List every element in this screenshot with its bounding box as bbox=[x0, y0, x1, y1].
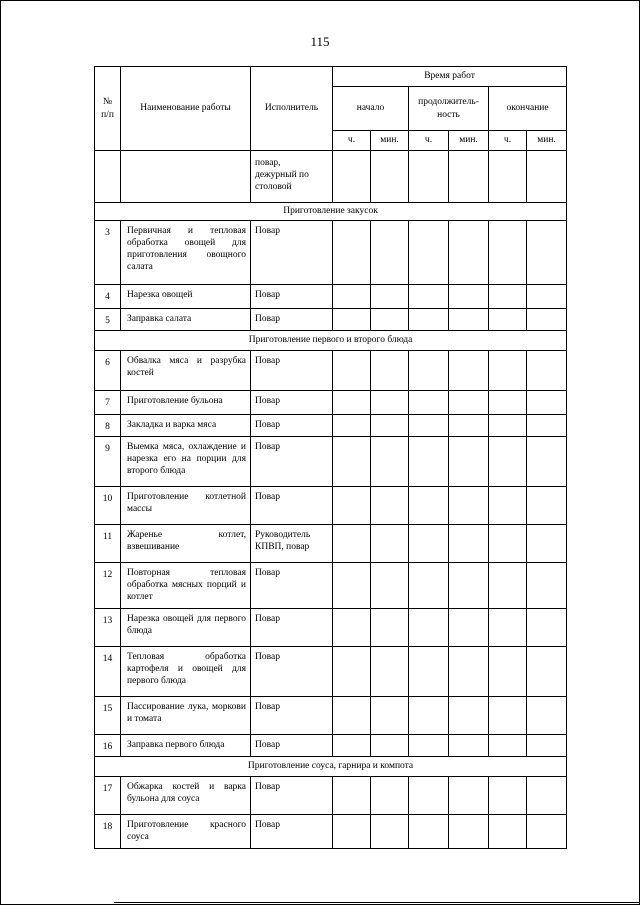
cell-duration-h bbox=[409, 285, 449, 309]
cell-start-h bbox=[333, 309, 371, 331]
cell-start-h bbox=[333, 563, 371, 609]
cell-end-min bbox=[527, 391, 567, 415]
cell-end-min bbox=[527, 309, 567, 331]
cell-end-min bbox=[527, 609, 567, 647]
cell-start-min bbox=[371, 221, 409, 285]
table-row bbox=[95, 697, 567, 735]
cell-start-h bbox=[333, 815, 371, 849]
bottom-divider bbox=[114, 902, 640, 903]
row-name: Нарезка овощей bbox=[121, 285, 251, 309]
table-row bbox=[95, 309, 567, 331]
row-executor: Повар bbox=[251, 697, 333, 735]
row-executor: Повар bbox=[251, 647, 333, 697]
cell-duration-min bbox=[449, 647, 489, 697]
row-executor: Повар bbox=[251, 815, 333, 849]
cell-end-h bbox=[489, 437, 527, 487]
row-num: 6 bbox=[95, 351, 121, 391]
cell-duration-h bbox=[409, 697, 449, 735]
cell-duration-min bbox=[449, 563, 489, 609]
page-number: 115 bbox=[310, 34, 330, 49]
row-name: Заправка первого блюда bbox=[121, 735, 251, 757]
section-row bbox=[95, 757, 567, 777]
cell-duration-h bbox=[409, 351, 449, 391]
cell-end-min bbox=[527, 563, 567, 609]
cell-end-h bbox=[489, 647, 527, 697]
row-executor: Повар bbox=[251, 309, 333, 331]
table-row bbox=[95, 735, 567, 757]
row-name: Повторная тепловая обработка мясных порций и котлет bbox=[121, 563, 251, 609]
table-row bbox=[95, 391, 567, 415]
cell-end-min bbox=[527, 351, 567, 391]
cell-end-min bbox=[527, 777, 567, 815]
row-num: 10 bbox=[95, 487, 121, 525]
header-num: № п/п bbox=[95, 67, 121, 151]
cell-start-min bbox=[371, 437, 409, 487]
header-time: Время работ bbox=[333, 67, 567, 87]
header-duration-hours: ч. bbox=[409, 131, 449, 151]
table-row bbox=[95, 815, 567, 849]
row-num: 18 bbox=[95, 815, 121, 849]
cell-duration-h bbox=[409, 525, 449, 563]
cell-start-h bbox=[333, 735, 371, 757]
row-num: 17 bbox=[95, 777, 121, 815]
header-start: начало bbox=[333, 87, 409, 131]
cell-start-h bbox=[333, 609, 371, 647]
row-executor: Повар bbox=[251, 735, 333, 757]
cell-start-min bbox=[371, 525, 409, 563]
cell-start-min bbox=[371, 609, 409, 647]
row-name: Приготовление бульона bbox=[121, 391, 251, 415]
cell-duration-min bbox=[449, 735, 489, 757]
cell-start-h bbox=[333, 221, 371, 285]
section-title: Приготовление соуса, гарнира и компота bbox=[95, 757, 567, 777]
cell-duration-min bbox=[449, 285, 489, 309]
header-end-hours: ч. bbox=[489, 131, 527, 151]
cell-end-h bbox=[489, 735, 527, 757]
header-start-minutes: мин. bbox=[371, 131, 409, 151]
cell-duration-min bbox=[449, 525, 489, 563]
cell-end-min bbox=[527, 525, 567, 563]
cell-duration-h bbox=[409, 151, 449, 203]
row-name: Обвалка мяса и разрубка костей bbox=[121, 351, 251, 391]
cell-duration-min bbox=[449, 487, 489, 525]
cell-start-min bbox=[371, 309, 409, 331]
row-executor: Повар bbox=[251, 351, 333, 391]
cell-duration-min bbox=[449, 351, 489, 391]
cell-start-min bbox=[371, 815, 409, 849]
table-row bbox=[95, 647, 567, 697]
row-executor: Повар bbox=[251, 563, 333, 609]
cell-end-h bbox=[489, 221, 527, 285]
cell-start-min bbox=[371, 351, 409, 391]
cell-end-min bbox=[527, 697, 567, 735]
cell-end-h bbox=[489, 525, 527, 563]
table-row bbox=[95, 487, 567, 525]
cell-end-h bbox=[489, 391, 527, 415]
row-num bbox=[95, 151, 121, 203]
cell-end-min bbox=[527, 647, 567, 697]
row-num: 7 bbox=[95, 391, 121, 415]
cell-start-min bbox=[371, 285, 409, 309]
row-executor: Повар bbox=[251, 391, 333, 415]
header-end-minutes: мин. bbox=[527, 131, 567, 151]
row-name: Пассирование лука, моркови и томата bbox=[121, 697, 251, 735]
cell-start-min bbox=[371, 151, 409, 203]
row-name: Приготовление красного соуса bbox=[121, 815, 251, 849]
cell-duration-h bbox=[409, 563, 449, 609]
row-executor: Повар bbox=[251, 285, 333, 309]
cell-duration-h bbox=[409, 647, 449, 697]
work-schedule-table bbox=[94, 66, 567, 849]
header-start-hours: ч. bbox=[333, 131, 371, 151]
cell-duration-min bbox=[449, 777, 489, 815]
cell-duration-min bbox=[449, 697, 489, 735]
row-num: 15 bbox=[95, 697, 121, 735]
row-name: Жаренье котлет, взвешивание bbox=[121, 525, 251, 563]
cell-start-h bbox=[333, 415, 371, 437]
cell-duration-min bbox=[449, 309, 489, 331]
table-row bbox=[95, 351, 567, 391]
cell-end-min bbox=[527, 221, 567, 285]
section-row bbox=[95, 331, 567, 351]
cell-start-min bbox=[371, 647, 409, 697]
cell-start-min bbox=[371, 487, 409, 525]
cell-end-h bbox=[489, 415, 527, 437]
cell-duration-h bbox=[409, 415, 449, 437]
row-num: 8 bbox=[95, 415, 121, 437]
cell-start-h bbox=[333, 437, 371, 487]
cell-end-min bbox=[527, 735, 567, 757]
cell-end-h bbox=[489, 285, 527, 309]
cell-start-h bbox=[333, 647, 371, 697]
row-num: 9 bbox=[95, 437, 121, 487]
cell-duration-min bbox=[449, 221, 489, 285]
row-executor: Руководитель КПВП, повар bbox=[251, 525, 333, 563]
row-name: Тепловая обработка картофеля и овощей для первого блюда bbox=[121, 647, 251, 697]
table-row bbox=[95, 777, 567, 815]
cell-end-h bbox=[489, 487, 527, 525]
cell-duration-min bbox=[449, 391, 489, 415]
row-name: Нарезка овощей для первого блюда bbox=[121, 609, 251, 647]
table-row bbox=[95, 437, 567, 487]
cell-end-min bbox=[527, 285, 567, 309]
row-name: Закладка и варка мяса bbox=[121, 415, 251, 437]
table-row bbox=[95, 415, 567, 437]
table-row bbox=[95, 285, 567, 309]
row-executor: Повар bbox=[251, 487, 333, 525]
row-executor: Повар bbox=[251, 221, 333, 285]
header-end: окончание bbox=[489, 87, 567, 131]
cell-duration-min bbox=[449, 415, 489, 437]
cell-start-h bbox=[333, 351, 371, 391]
section-title: Приготовление первого и второго блюда bbox=[95, 331, 567, 351]
cell-end-h bbox=[489, 815, 527, 849]
table-row bbox=[95, 151, 567, 203]
cell-duration-min bbox=[449, 437, 489, 487]
row-num: 4 bbox=[95, 285, 121, 309]
cell-start-min bbox=[371, 777, 409, 815]
row-name bbox=[121, 151, 251, 203]
cell-end-min bbox=[527, 437, 567, 487]
cell-duration-min bbox=[449, 815, 489, 849]
table-row bbox=[95, 525, 567, 563]
row-name: Заправка салата bbox=[121, 309, 251, 331]
row-executor: Повар bbox=[251, 609, 333, 647]
cell-duration-h bbox=[409, 309, 449, 331]
header-name: Наименование работы bbox=[121, 67, 251, 151]
cell-start-min bbox=[371, 735, 409, 757]
cell-start-h bbox=[333, 151, 371, 203]
row-num: 5 bbox=[95, 309, 121, 331]
section-row bbox=[95, 203, 567, 221]
cell-duration-h bbox=[409, 437, 449, 487]
row-executor bbox=[251, 151, 333, 203]
cell-duration-h bbox=[409, 391, 449, 415]
cell-end-h bbox=[489, 563, 527, 609]
row-num: 3 bbox=[95, 221, 121, 285]
table-row bbox=[95, 563, 567, 609]
row-num: 13 bbox=[95, 609, 121, 647]
cell-duration-min bbox=[449, 609, 489, 647]
row-executor: Повар bbox=[251, 777, 333, 815]
cell-start-h bbox=[333, 391, 371, 415]
row-executor: Повар bbox=[251, 437, 333, 487]
header-executor: Исполнитель bbox=[251, 67, 333, 151]
cell-start-min bbox=[371, 415, 409, 437]
cell-end-h bbox=[489, 309, 527, 331]
cell-end-h bbox=[489, 609, 527, 647]
cell-start-h bbox=[333, 487, 371, 525]
cell-end-h bbox=[489, 151, 527, 203]
cell-end-h bbox=[489, 351, 527, 391]
cell-start-h bbox=[333, 285, 371, 309]
cell-end-min bbox=[527, 815, 567, 849]
row-executor-text: повар, дежурный по столовой bbox=[255, 158, 309, 193]
row-name: Обжарка костей и варка бульона для соуса bbox=[121, 777, 251, 815]
table-row bbox=[95, 609, 567, 647]
row-name: Приготовление котлетной массы bbox=[121, 487, 251, 525]
header-duration: продолжитель- ность bbox=[409, 87, 489, 131]
table-row bbox=[95, 221, 567, 285]
cell-start-h bbox=[333, 525, 371, 563]
cell-duration-h bbox=[409, 777, 449, 815]
cell-duration-h bbox=[409, 487, 449, 525]
row-num: 16 bbox=[95, 735, 121, 757]
cell-duration-h bbox=[409, 815, 449, 849]
cell-end-h bbox=[489, 697, 527, 735]
cell-duration-h bbox=[409, 609, 449, 647]
header-duration-minutes: мин. bbox=[449, 131, 489, 151]
row-name: Выемка мяса, охлаждение и нарезка его на порции для второго блюда bbox=[121, 437, 251, 487]
row-num: 11 bbox=[95, 525, 121, 563]
cell-start-min bbox=[371, 391, 409, 415]
row-num: 12 bbox=[95, 563, 121, 609]
cell-end-min bbox=[527, 487, 567, 525]
cell-duration-h bbox=[409, 221, 449, 285]
cell-end-h bbox=[489, 777, 527, 815]
cell-end-min bbox=[527, 415, 567, 437]
section-title: Приготовление закусок bbox=[95, 203, 567, 221]
row-num: 14 bbox=[95, 647, 121, 697]
cell-duration-min bbox=[449, 151, 489, 203]
cell-end-min bbox=[527, 151, 567, 203]
cell-start-min bbox=[371, 697, 409, 735]
row-executor: Повар bbox=[251, 415, 333, 437]
cell-start-h bbox=[333, 697, 371, 735]
row-name: Первичная и тепловая обработка овощей для приготовления овощного салата bbox=[121, 221, 251, 285]
cell-start-h bbox=[333, 777, 371, 815]
cell-start-min bbox=[371, 563, 409, 609]
cell-duration-h bbox=[409, 735, 449, 757]
